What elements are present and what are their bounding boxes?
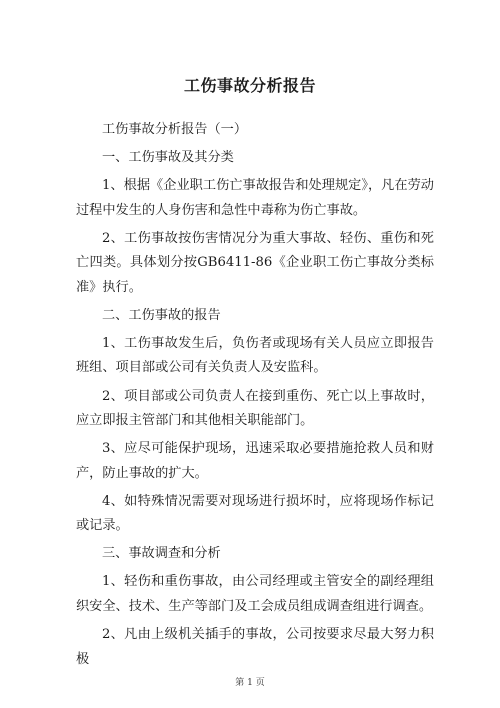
paragraph: 3、应尽可能保护现场，迅速采取必要措施抢救人员和财产，防止事故的扩大。 [76,441,434,481]
paragraph: 2、项目部或公司负责人在接到重伤、死亡以上事故时，应立即报主管部门和其他相关职能部门。 [76,388,434,429]
document-title: 工伤事故分析报告 [183,76,316,95]
paragraph: 2、凡由上级机关插手的事故，公司按要求尽最大努力积极 [76,627,434,667]
paragraph-report-subtitle: 工伤事故分析报告（一） [102,122,248,137]
paragraph: 2、工伤事故按伤害情况分为重大事故、轻伤、重伤和死亡四类。具体划分按GB6411-86《企业职工伤亡事故分类标准》执行。 [76,230,434,295]
paragraph: 4、如特殊情况需要对现场进行损坏时，应将现场作标记或记录。 [76,493,434,534]
paragraph: 1、工伤事故发生后，负伤者或现场有关人员应立即报告班组、项目部或公司有关负责人及安监科。 [76,335,434,376]
section-heading-2: 二、工伤事故的报告 [102,307,221,323]
document-body [76,118,434,676]
paragraph: 1、轻伤和重伤事故，由公司经理或主管安全的副经理组织安全、技术、生产等部门及工会成员组成调查组进行调查。 [76,574,434,614]
section-heading-3: 三、事故调查和分析 [102,546,221,562]
page-number: 第 1 页 [235,678,265,688]
paragraph: 1、根据《企业职工伤亡事故报告和处理规定》，凡在劳动过程中发生的人身伤害和急性中毒称为伤亡事故。 [76,178,434,218]
section-heading-1: 一、工伤事故及其分类 [102,150,234,166]
